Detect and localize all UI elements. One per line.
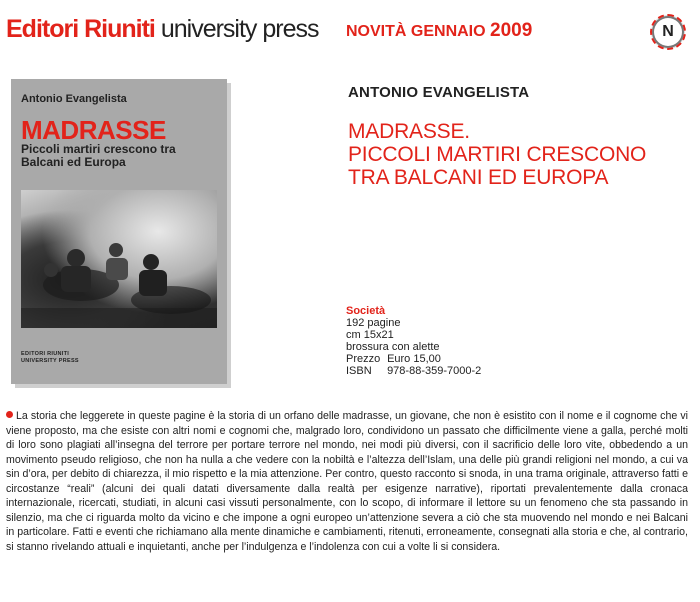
cover-title: MADRASSE: [21, 115, 166, 145]
book-category: Società: [346, 305, 386, 317]
release-month: NOVITÀ GENNAIO: [346, 23, 486, 40]
book-title-line: MADRASSE.: [348, 120, 470, 143]
header: [0, 0, 700, 52]
book-author: ANTONIO EVANGELISTA: [348, 84, 530, 101]
cover-publisher-line1: EDITORI RIUNITI: [21, 351, 70, 357]
release-year: 2009: [490, 20, 533, 41]
book-title-line: PICCOLI MARTIRI CRESCONO: [348, 143, 647, 166]
book-cover: [11, 79, 227, 384]
release-label: [346, 20, 532, 43]
novita-badge-icon: N: [654, 18, 682, 46]
cover-author: Antonio Evangelista: [21, 93, 127, 105]
brand-tagline: university press: [160, 15, 319, 43]
book-title: [348, 120, 646, 189]
classroom-photo-icon: [21, 190, 217, 328]
isbn-label: ISBN: [346, 365, 372, 377]
cover-publisher: [21, 351, 79, 365]
book-size: cm 15x21: [346, 329, 394, 341]
cover-publisher-line2: UNIVERSITY PRESS: [21, 358, 79, 364]
book-details: [346, 305, 481, 377]
description-text: La storia che leggerete in queste pagine è la storia di un orfano delle madrasse, un giovane, che non è esistito con il nome e il cognome che vi viene proposto, ma che esiste con altri nomi e cognomi che, malgrado loro, condividono un passato che difficilmente viene a galla, perché molti di loro sono plagiati all’insegna del terrore per portare terrore nel mondo, nei modi più diversi, con il sacrificio delle loro vite, obbedendo a un movimento pseudo religioso, che non ha nulla a che vedere con la nobiltà e l’altezza dell’Islam, una delle più grandi religioni nel mondo, a cui va sin d’ora, per debito di chiarezza, il mio rispetto e la mia attenzione. Per contro, questo racconto si snoda, in una trama originale, attraverso fatti e circostanze “reali” (alcuni dei quali datati diversamente dalla realtà per esigenze narrative), riportati prevalentemente dalla cronaca internazionale, ricercati, studiati, in alcuni casi vissuti personalmente, con lo scopo, di informare il lettore su un fenomeno che sta passando in silenzio, ma che ci riguarda molto da vicino e che impone a ogni europeo un’attenzione severa a ciò che sta muovendo nel mondo e nei Balcani in particolare. Fatti e eventi che richiamano alla mente dinamiche e cambiamenti, ritenuti, erroneamente, consegnati alla storia e che, al contrario, si stanno rivelando attuali e inquietanti, anche per l’indulgenza e l’indolenza con cui a volte li si considera.: [6, 410, 688, 553]
cover-subtitle: Piccoli martiri crescono tra Balcani ed Europa: [21, 142, 176, 169]
book-price: [346, 353, 481, 365]
book-title-line: TRA BALCANI ED EUROPA: [348, 166, 609, 189]
bullet-icon: [6, 411, 13, 418]
book-binding: brossura con alette: [346, 341, 440, 353]
book-pages: 192 pagine: [346, 317, 401, 329]
book-description: [6, 409, 688, 554]
book-isbn: [346, 365, 481, 377]
cover-photo: [21, 190, 217, 328]
publisher-logo: [6, 14, 319, 44]
price-value: Euro 15,00: [387, 353, 441, 365]
price-label: Prezzo: [346, 353, 381, 365]
brand-name: Editori Riuniti: [6, 15, 155, 43]
isbn-value: 978-88-359-7000-2: [387, 365, 482, 377]
